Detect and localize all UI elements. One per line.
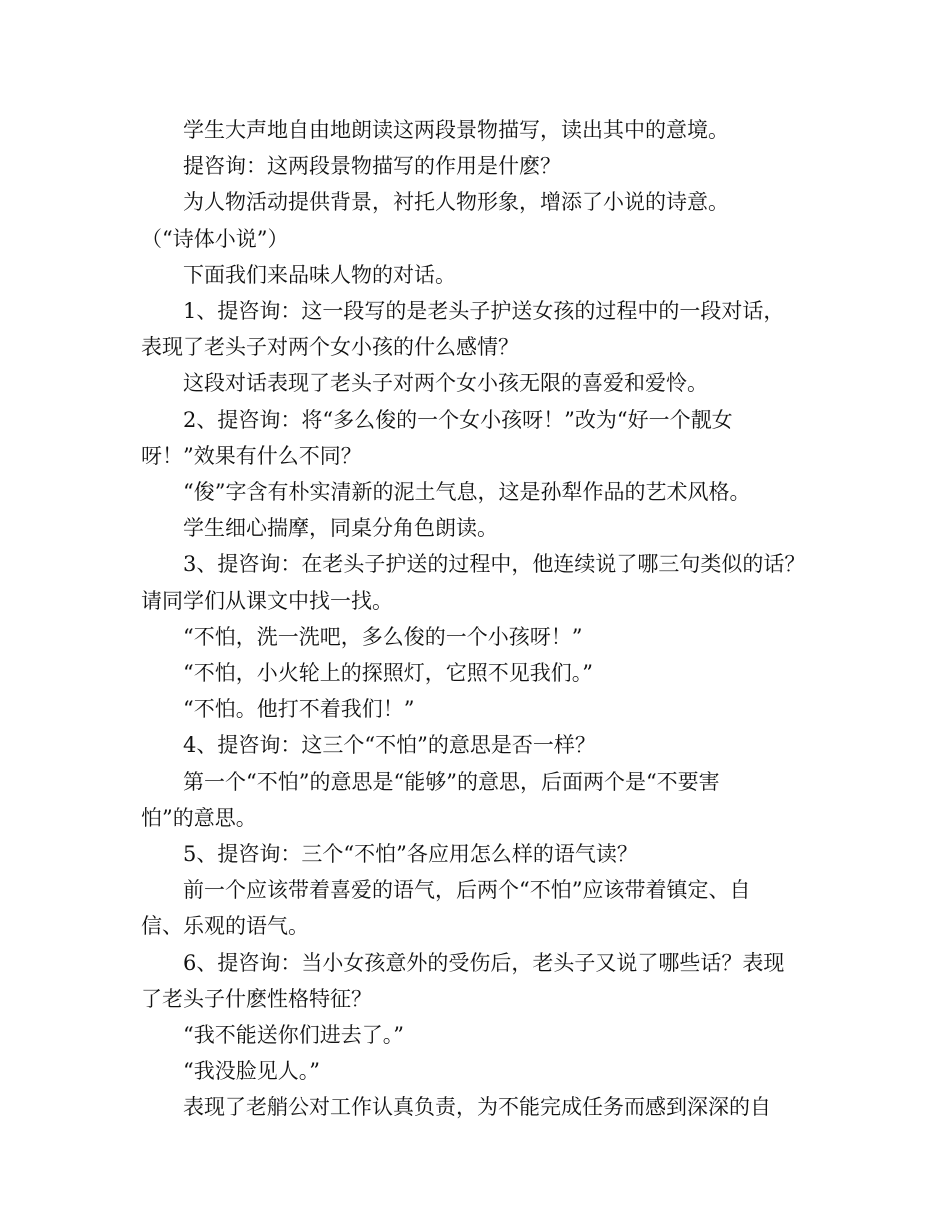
text-line: “不怕。他打不着我们！”: [183, 697, 415, 722]
paragraph: [141, 112, 831, 148]
text-line: 请同学们从课文中找一找。: [141, 588, 393, 613]
paragraph: [141, 727, 831, 763]
text-line: “我没脸见人。”: [183, 1059, 320, 1084]
paragraph: [141, 510, 831, 546]
text-line: 提咨询：这两段景物描写的作用是什麽？: [183, 154, 561, 179]
text-line: 下面我们来品味人物的对话。: [183, 262, 456, 287]
text-line: 前一个应该带着喜爱的语气，后两个“不怕”应该带着镇定、自: [183, 878, 751, 903]
paragraph: [141, 1089, 831, 1125]
text-line: 了老头子什麽性格特征？: [141, 986, 372, 1011]
text-line: “我不能送你们进去了。”: [183, 1023, 404, 1048]
text-line: 学生细心揣摩，同桌分角色朗读。: [183, 516, 498, 541]
paragraph: [141, 945, 831, 1017]
paragraph: [141, 546, 831, 618]
paragraph: [141, 257, 831, 293]
text-line: 2、提咨询：将“多么俊的一个女小孩呀！”改为“好一个靓女: [183, 407, 733, 432]
text-line: 表现了老艄公对工作认真负责，为不能完成任务而感到深深的自: [183, 1095, 771, 1120]
text-line: 这段对话表现了老头子对两个女小孩无限的喜爱和爱怜。: [183, 371, 708, 396]
text-line: 5、提咨询：三个“不怕”各应用怎么样的语气读？: [183, 842, 638, 867]
paragraph: [141, 836, 831, 872]
text-line: 学生大声地自由地朗读这两段景物描写，读出其中的意境。: [183, 118, 729, 142]
document-body: [141, 112, 831, 1126]
paragraph: [141, 365, 831, 401]
paragraph: [141, 184, 831, 256]
paragraph: [141, 474, 831, 510]
paragraph: [141, 1053, 831, 1089]
text-line: “不怕，洗一洗吧，多么俊的一个小孩呀！”: [183, 624, 583, 649]
text-line: （“诗体小说”）: [141, 226, 289, 251]
text-line: “不怕，小火轮上的探照灯，它照不见我们。”: [183, 661, 593, 686]
text-line: 4、提咨询：这三个“不怕”的意思是否一样？: [183, 733, 596, 758]
text-line: “俊”字含有朴实清新的泥土气息，这是孙犁作品的艺术风格。: [183, 480, 751, 505]
paragraph: [141, 402, 831, 474]
paragraph: [141, 619, 831, 655]
text-line: 为人物活动提供背景，衬托人物形象，增添了小说的诗意。: [183, 190, 729, 215]
text-line: 1、提咨询：这一段写的是老头子护送女孩的过程中的一段对话，: [183, 299, 785, 324]
text-line: 第一个“不怕”的意思是“能够”的意思，后面两个是“不要害: [183, 769, 720, 794]
text-line: 呀！”效果有什么不同？: [141, 443, 362, 468]
text-line: 表现了老头子对两个女小孩的什么感情？: [141, 335, 519, 360]
paragraph: [141, 1017, 831, 1053]
text-line: 3、提咨询：在老头子护送的过程中，他连续说了哪三句类似的话？: [183, 552, 806, 577]
paragraph: [141, 764, 831, 836]
paragraph: [141, 293, 831, 365]
text-line: 信、乐观的语气。: [141, 914, 309, 939]
paragraph: [141, 691, 831, 727]
paragraph: [141, 655, 831, 691]
paragraph: [141, 148, 831, 184]
text-line: 6、提咨询：当小女孩意外的受伤后，老头子又说了哪些话？表现: [183, 950, 785, 975]
text-line: 怕”的意思。: [141, 805, 257, 830]
paragraph: [141, 872, 831, 944]
